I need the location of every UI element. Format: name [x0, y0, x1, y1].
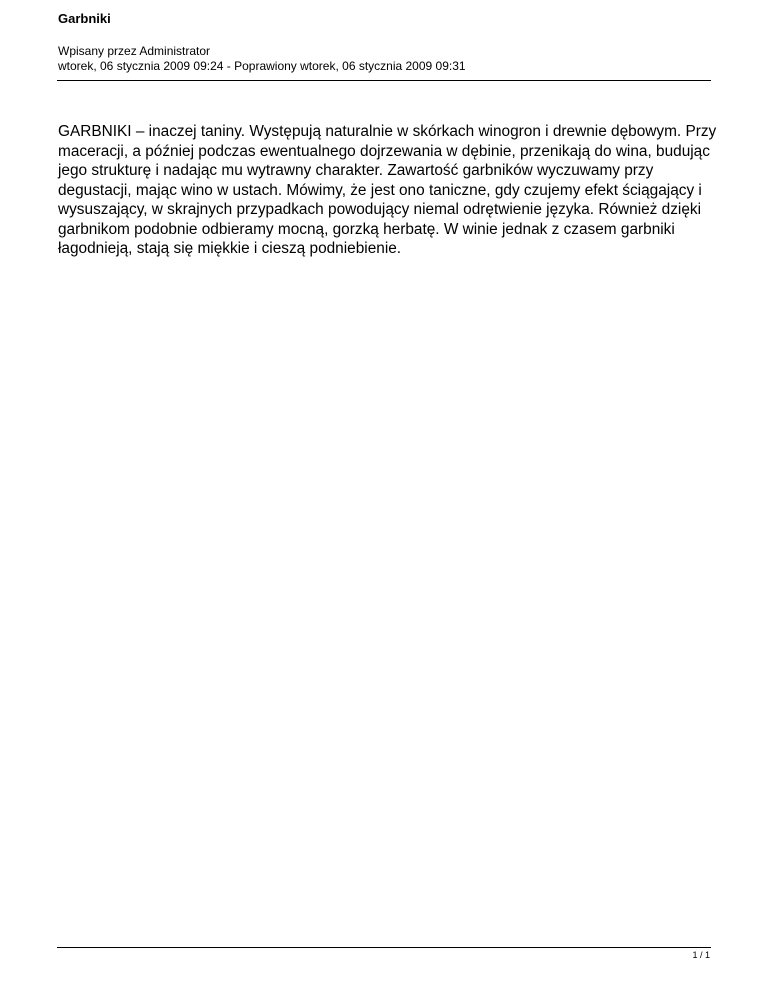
- article-body: GARBNIKI – inaczej taniny. Występują naturalnie w skórkach winogron i drewnie dębowym. Przy maceracji, a później podczas ewentualnego dojrzewania w dębinie, przenikają do wina, budując jego strukturę i nadając mu wytrawny charakter. Zawartość garbników wyczuwamy przy degustacji, mając wino w ustach. Mówimy, że jest ono taniczne, gdy czujemy efekt ściągający i wysuszający, w skrajnych przypadkach powodujący niemal odrętwienie języka. Również dzięki garbnikom podobnie odbieramy mocną, gorzką herbatę. W winie jednak z czasem garbniki łagodnieją, stają się miękkie i cieszą podniebienie.: [58, 123, 717, 257]
- page-number: 1 / 1: [692, 950, 710, 960]
- page-title: Garbniki: [58, 11, 111, 26]
- header-divider: [57, 80, 711, 81]
- article-meta: [58, 44, 466, 74]
- footer-divider: [57, 947, 711, 948]
- date-line: wtorek, 06 stycznia 2009 09:24 - Poprawiony wtorek, 06 stycznia 2009 09:31: [58, 59, 466, 73]
- author-line: Wpisany przez Administrator: [58, 44, 211, 58]
